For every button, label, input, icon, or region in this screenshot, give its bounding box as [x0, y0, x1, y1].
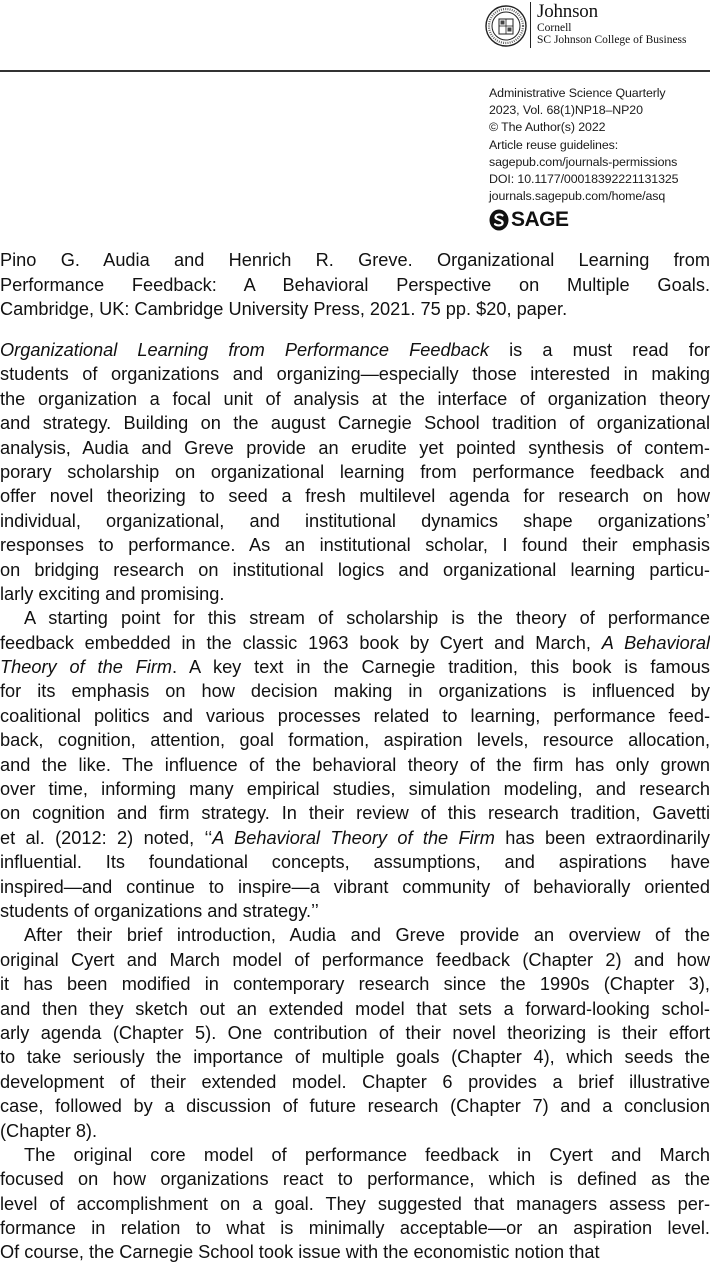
meta-journal-link[interactable]: journals.sagepub.com/home/asq: [489, 189, 666, 204]
sage-logo: [489, 208, 569, 232]
text-line: Theory of the Firm. A key text in the Carnegie tradition, this book is famous: [0, 657, 710, 678]
text-line: Of course, the Carnegie School took issue with the economistic notion that: [0, 1242, 600, 1263]
text-line: (Chapter 8).: [0, 1120, 98, 1141]
text-line: to take seriously the importance of multiple goals (Chapter 4), which seeds the: [0, 1047, 710, 1068]
review-body: [0, 338, 710, 1265]
meta-copyright: © The Author(s) 2022: [489, 120, 606, 135]
text-line: coalitional politics and various processes related to learning, performance feed-: [0, 705, 710, 726]
sage-wordmark: SAGE: [511, 208, 569, 231]
citation-line: Cambridge, UK: Cambridge University Press, 2021. 75 pp. $20, paper.: [0, 299, 568, 319]
paragraph-4-line-1: The original core model of performance feedback in Cyert and March: [24, 1144, 710, 1165]
text-line: responses to performance. As an institutional scholar, I found their emphasis: [0, 535, 710, 556]
text-line: over time, informing many empirical studies, simulation modeling, and research: [0, 779, 710, 800]
text-line: for its emphasis on how decision making in organizations is influenced by: [0, 681, 710, 702]
text-line: the organization a focal unit of analysis at the interface of organization theory: [0, 388, 710, 409]
text-line: original Cyert and March model of performance feedback (Chapter 2) and how: [0, 949, 710, 970]
text-line: porary scholarship on organizational learning from performance feedback and: [0, 461, 710, 482]
text-line: et al. (2012: 2) noted, ‘‘A Behavioral Theory of the Firm has been extraordinarily: [0, 827, 710, 848]
masthead: [0, 0, 710, 72]
text-line: larly exciting and promising.: [0, 583, 225, 604]
brand-text: [537, 1, 687, 46]
brand-university: Cornell: [537, 22, 572, 34]
text-line: back, cognition, attention, goal formation, aspiration levels, resource allocation,: [0, 730, 710, 751]
text-line: on bridging research on institutional logics and organizational learning particu-: [0, 559, 710, 580]
text-line: influential. Its foundational concepts, assumptions, and aspirations have: [0, 852, 710, 873]
meta-journal: Administrative Science Quarterly: [489, 86, 666, 100]
journal-meta: [489, 85, 710, 205]
text-line: development of their extended model. Chapter 6 provides a brief illustrative: [0, 1071, 710, 1092]
text-line: it has been modified in contemporary research since the 1990s (Chapter 3),: [0, 974, 710, 995]
text-line: individual, organizational, and institutional dynamics shape organizations’: [0, 510, 710, 531]
text-line: feedback embedded in the classic 1963 book by Cyert and March, A Behavioral: [0, 632, 710, 653]
brand-college: SC Johnson College of Business: [537, 34, 687, 46]
text-line: on cognition and firm strategy. In their review of this research tradition, Gavetti: [0, 803, 710, 824]
text-line: and then they sketch out an extended model that sets a forward-looking schol-: [0, 998, 710, 1019]
text-line: level of accomplishment on a goal. They suggested that managers assess per-: [0, 1193, 710, 1214]
meta-reuse-link[interactable]: sagepub.com/journals-permissions: [489, 154, 678, 169]
paragraph-1-line-1: Organizational Learning from Performance Feedback is a must read for: [0, 340, 710, 360]
meta-reuse-label: Article reuse guidelines:: [489, 137, 619, 152]
citation-line: Pino G. Audia and Henrich R. Greve. Organizational Learning from: [0, 250, 710, 270]
text-line: inspired—and continue to inspire—a vibrant community of behaviorally oriented: [0, 876, 710, 897]
header-rule: [0, 70, 710, 72]
text-line: analysis, Audia and Greve provide an erudite yet pointed synthesis of contem-: [0, 437, 710, 458]
book-citation: [0, 248, 710, 322]
meta-volume: 2023, Vol. 68(1)NP18–NP20: [489, 103, 643, 118]
paragraph-3-line-1: After their brief introduction, Audia and Greve provide an overview of the: [24, 925, 710, 946]
meta-doi[interactable]: DOI: 10.1177/00018392221131325: [489, 171, 679, 186]
text-line: students of organizations and strategy.’’: [0, 900, 319, 921]
brand-divider: [530, 2, 531, 48]
brand-name: Johnson: [537, 1, 598, 22]
text-line: offer novel theorizing to seed a fresh multilevel agenda for research on how: [0, 486, 710, 507]
citation-line: Performance Feedback: A Behavioral Perspective on Multiple Goals.: [0, 274, 710, 295]
text-line: students of organizations and organizing—especially those interested in making: [0, 364, 710, 385]
paragraph-2-line-1: A starting point for this stream of scholarship is the theory of performance: [24, 608, 710, 629]
text-line: focused on how organizations react to performance, which is defined as the: [0, 1169, 710, 1190]
sage-mark-icon: [489, 209, 509, 231]
text-line: case, followed by a discussion of future research (Chapter 7) and a conclusion: [0, 1096, 710, 1117]
cornell-seal-icon: [485, 5, 527, 47]
text-line: arly agenda (Chapter 5). One contribution of their novel theorizing is their effort: [0, 1022, 710, 1043]
book-title-italic: Organizational Learning from Performance Feedback: [0, 340, 489, 360]
text-line: and strategy. Building on the august Carnegie School tradition of organizational: [0, 413, 710, 434]
text-line: formance in relation to what is minimally acceptable—or an aspiration level.: [0, 1218, 710, 1239]
text-line: and the like. The influence of the behavioral theory of the firm has only grown: [0, 754, 710, 775]
